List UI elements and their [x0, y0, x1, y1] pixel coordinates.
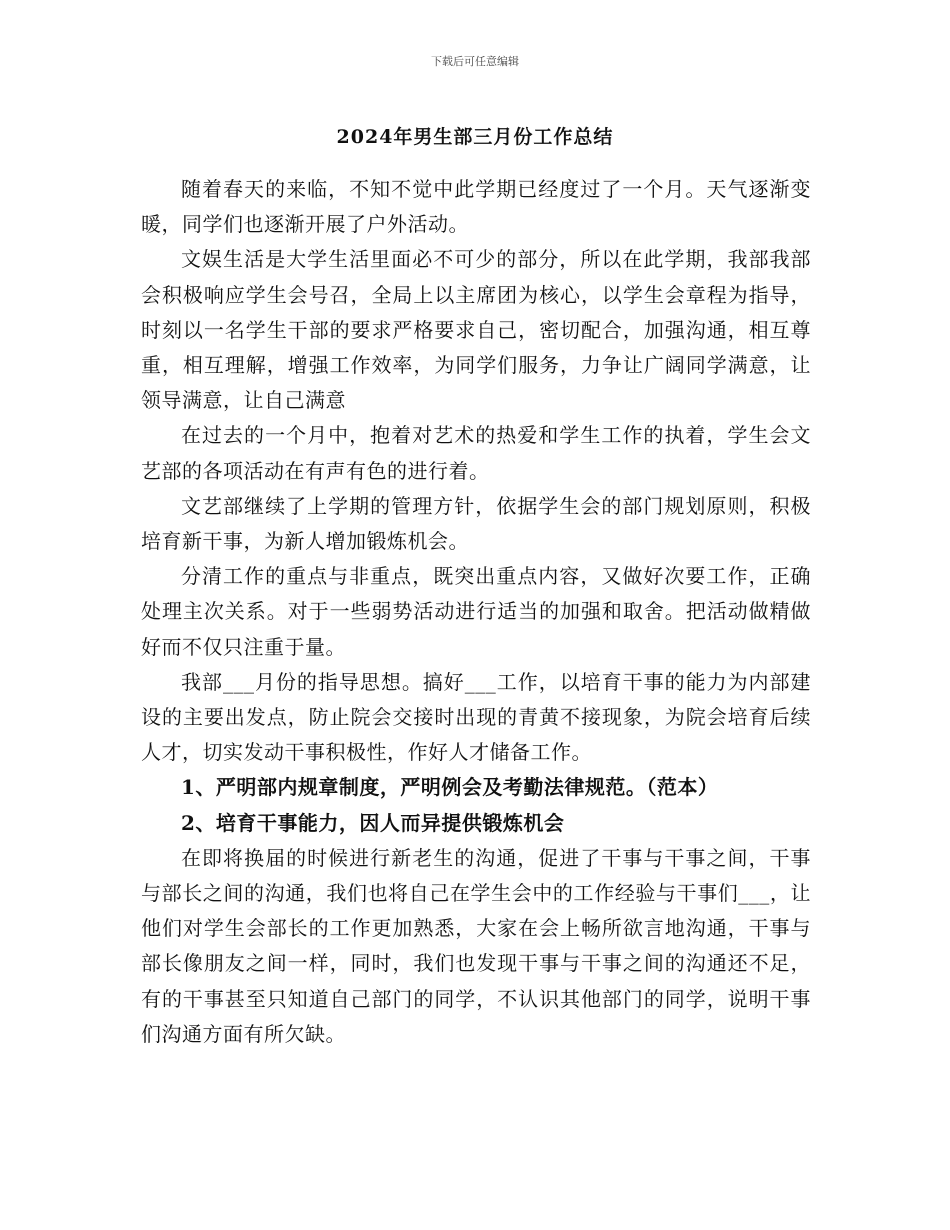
paragraph: 文娱生活是大学生活里面必不可少的部分，所以在此学期，我部我部会积极响应学生会号召，全局上以主席团为核心，以学生会章程为指导，时刻以一名学生干部的要求严格要求自己，密切配合，加强沟通，相互尊重，相互理解，增强工作效率，为同学们服务，力争让广阔同学满意，让领导满意，让自己满意: [141, 247, 811, 413]
section-heading: 2、培育干事能力，因人而异提供锻炼机会: [181, 810, 565, 835]
paragraph: 我部___月份的指导思想。搞好___工作，以培育干事的能力为内部建设的主要出发点，防止院会交接时出现的青黄不接现象，为院会培育后续人才，切实发动干事积极性，作好人才储备工作。: [141, 669, 811, 765]
paragraph: 文艺部继续了上学期的管理方针，依据学生会的部门规划原则，积极培育新干事，为新人增加锻炼机会。: [141, 493, 811, 554]
paragraph: 在过去的一个月中，抱着对艺术的热爱和学生工作的执着，学生会文艺部的各项活动在有声有色的进行着。: [141, 423, 811, 483]
section-heading: 1、严明部内规章制度，严明例会及考勤法律规范。（范本）: [181, 775, 719, 800]
paragraph: 分清工作的重点与非重点，既突出重点内容，又做好次要工作，正确处理主次关系。对于一些弱势活动进行适当的加强和取舍。把活动做精做好而不仅只注重于量。: [141, 564, 811, 659]
page-header-note: 下载后可任意编辑: [431, 55, 519, 68]
document-title: 2024年男生部三月份工作总结: [336, 126, 614, 148]
document-body: [141, 172, 811, 1052]
paragraph: 在即将换届的时候进行新老生的沟通，促进了干事与干事之间，干事与部长之间的沟通，我们也将自己在学生会中的工作经验与干事们___，让他们对学生会部长的工作更加熟悉，大家在会上畅所欲言地沟通，干事与部长像朋友之间一样，同时，我们也发现干事与干事之间的沟通还不足，有的干事甚至只知道自己部门的同学，不认识其他部门的同学，说明干事们沟通方面有所欠缺。: [141, 845, 811, 1046]
paragraph: 随着春天的来临，不知不觉中此学期已经度过了一个月。天气逐渐变暖，同学们也逐渐开展了户外活动。: [141, 177, 811, 237]
